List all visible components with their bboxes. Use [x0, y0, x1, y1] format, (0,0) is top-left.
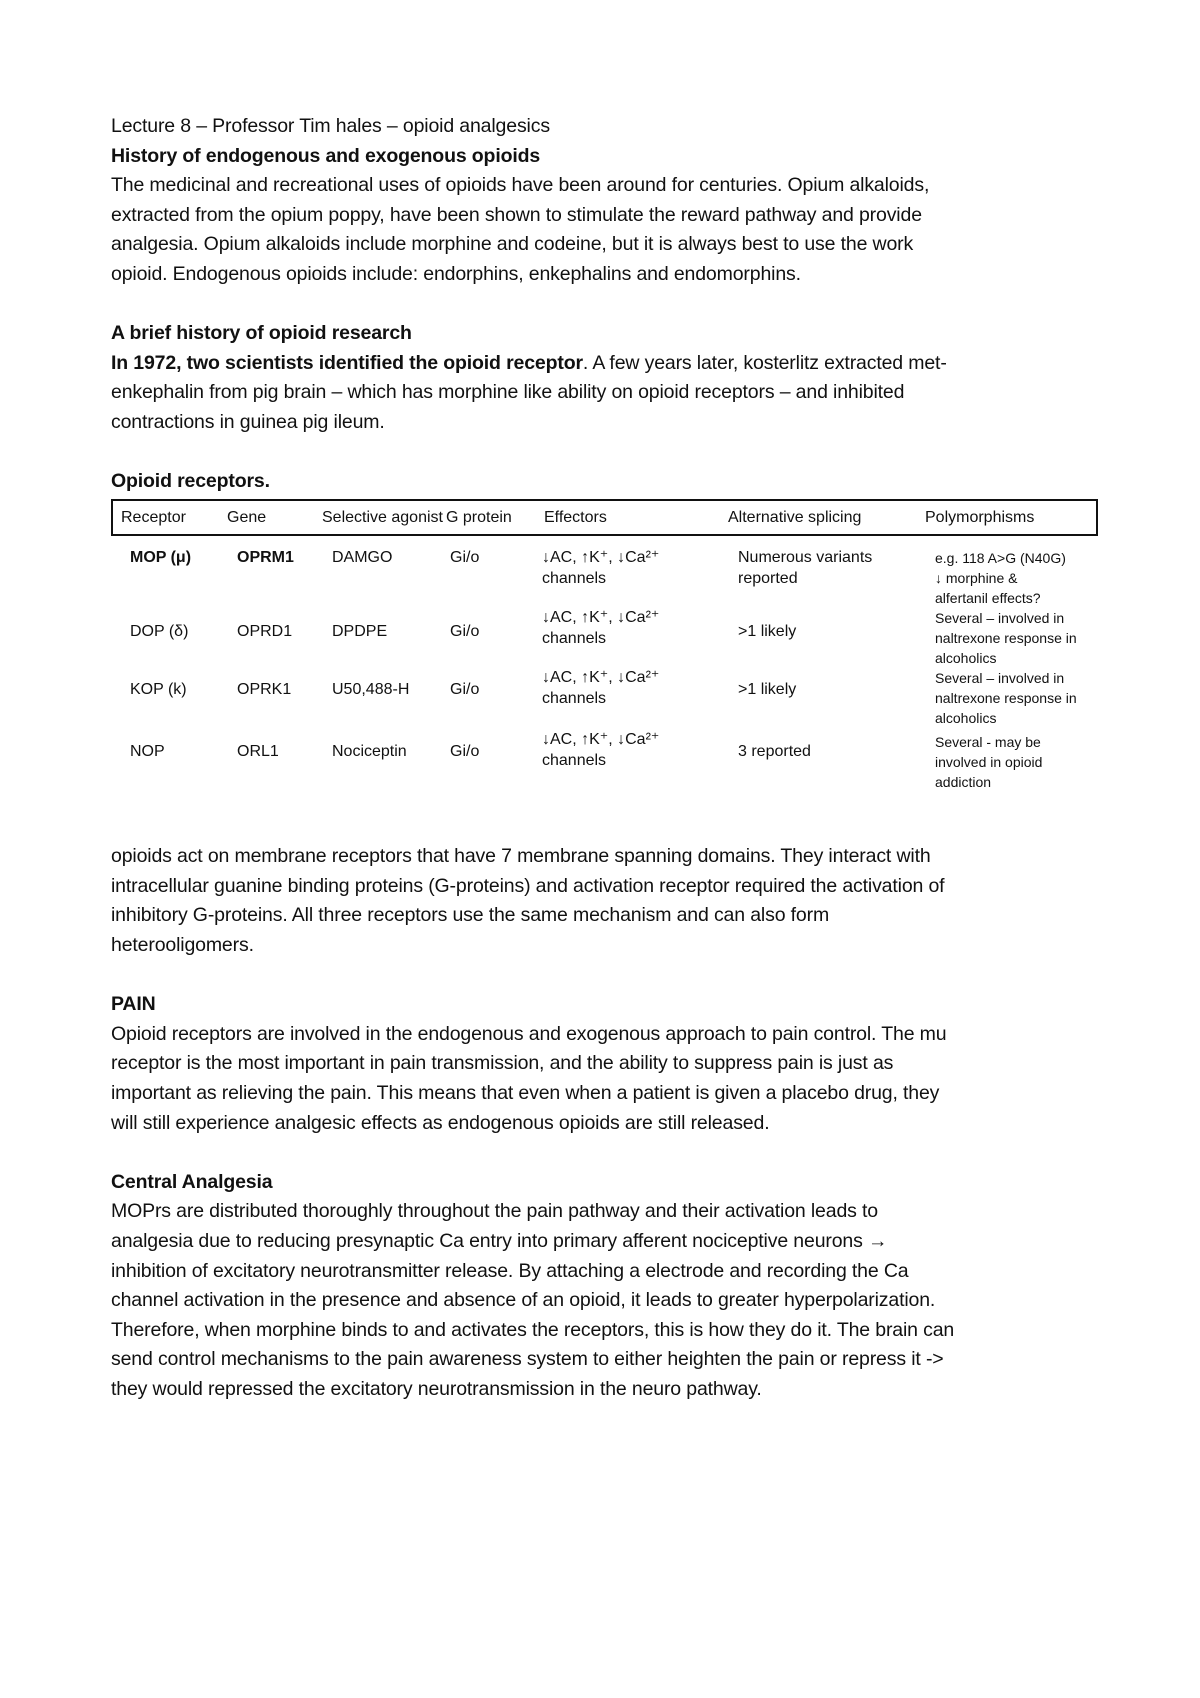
paragraph-line: MOPrs are distributed thoroughly throughout the pain pathway and their activation leads to	[111, 1200, 878, 1223]
receptor-table	[111, 499, 1098, 793]
paragraph-spacer	[111, 1138, 1101, 1168]
receptor-cell: DOP (δ)	[130, 623, 189, 641]
effectors-cell	[536, 535, 720, 608]
polymorphism-line: ↓ morphine &	[935, 570, 1018, 587]
splicing-line: 3 reported	[738, 743, 811, 761]
polymorphisms-cell	[917, 535, 1097, 608]
effectors-line: ↓AC, ↑K⁺, ↓Ca²⁺	[542, 669, 660, 687]
gprotein-cell: Gi/o	[450, 623, 480, 641]
polymorphism-line: naltrexone response in	[935, 690, 1077, 707]
gprotein-cell: Gi/o	[450, 681, 480, 699]
column-header: Receptor	[112, 500, 219, 536]
effectors-line: channels	[542, 751, 607, 769]
paragraph-line: send control mechanisms to the pain awareness system to either heighten the pain or repress it ->	[111, 1348, 944, 1371]
paragraph-line: inhibition of excitatory neurotransmitter release. By attaching a electrode and recording the Ca	[111, 1259, 909, 1282]
splicing-line: >1 likely	[738, 681, 797, 699]
receptor-cell: KOP (k)	[130, 681, 187, 699]
effectors-cell	[536, 728, 720, 792]
receptor-cell: MOP (μ)	[130, 549, 192, 567]
splicing-line: reported	[738, 569, 798, 587]
paragraph-line: analgesia due to reducing presynaptic Ca entry into primary afferent nociceptive neurons →	[111, 1229, 888, 1252]
effectors-line: channels	[542, 629, 607, 647]
agonist-cell: U50,488-H	[332, 681, 410, 699]
splicing-cell	[720, 608, 917, 668]
column-header: Alternative splicing	[720, 500, 917, 536]
paragraph-line: opioids act on membrane receptors that have 7 membrane spanning domains. They interact with	[111, 845, 931, 868]
effectors-cell	[536, 608, 720, 668]
paragraph-line: important as relieving the pain. This means that even when a patient is given a placebo drug, they	[111, 1081, 940, 1104]
polymorphism-line: alcoholics	[935, 710, 997, 727]
gene-cell: OPRK1	[237, 681, 292, 699]
polymorphism-line: addiction	[935, 774, 992, 791]
polymorphisms-cell	[917, 608, 1097, 668]
polymorphism-line: alcoholics	[935, 650, 997, 667]
column-header: Polymorphisms	[917, 500, 1097, 536]
paragraph-line	[111, 349, 1101, 379]
effectors-line: ↓AC, ↑K⁺, ↓Ca²⁺	[542, 731, 660, 749]
column-header: Gene	[219, 500, 314, 536]
column-header: Selective agonist	[314, 500, 438, 536]
paragraph-line: enkephalin from pig brain – which has morphine like ability on opioid receptors – and inhibited	[111, 381, 905, 404]
table-row	[112, 728, 1097, 792]
effectors-cell	[536, 668, 720, 728]
table-spacer	[111, 792, 1101, 842]
polymorphism-line: Several - may be	[935, 734, 1041, 751]
gprotein-cell: Gi/o	[450, 743, 480, 761]
effectors-line: ↓AC, ↑K⁺, ↓Ca²⁺	[542, 609, 660, 627]
bold-lead-text: In 1972, two scientists identified the opioid receptor	[111, 351, 583, 374]
table-row	[112, 668, 1097, 728]
polymorphism-line: e.g. 118 A>G (N40G)	[935, 550, 1066, 567]
section-heading-research: A brief history of opioid research	[111, 322, 412, 345]
polymorphism-line: Several – involved in	[935, 670, 1065, 687]
table-row	[112, 535, 1097, 608]
inline-text: . A few years later, kosterlitz extracted met-	[582, 351, 947, 374]
paragraph-line: Opioid receptors are involved in the endogenous and exogenous approach to pain control. The mu	[111, 1022, 947, 1045]
agonist-cell: Nociceptin	[332, 743, 407, 761]
section-heading-receptors: Opioid receptors.	[111, 470, 270, 493]
section-heading-central-analgesia: Central Analgesia	[111, 1170, 273, 1193]
gene-cell: ORL1	[237, 743, 279, 761]
paragraph-line: channel activation in the presence and absence of an opioid, it leads to greater hyperpolarization.	[111, 1289, 936, 1312]
polymorphism-line: Several – involved in	[935, 610, 1065, 627]
paragraph-line: they would repressed the excitatory neurotransmission in the neuro pathway.	[111, 1377, 762, 1400]
polymorphism-line: involved in opioid	[935, 754, 1043, 771]
gene-cell: OPRM1	[237, 549, 294, 567]
paragraph-line: The medicinal and recreational uses of opioids have been around for centuries. Opium alkaloids,	[111, 174, 930, 197]
splicing-cell	[720, 668, 917, 728]
paragraph-line: heterooligomers.	[111, 934, 254, 956]
receptor-table-figure	[111, 499, 1096, 793]
column-header: G protein	[438, 500, 536, 536]
table-row	[112, 608, 1097, 668]
paragraph-spacer	[111, 961, 1101, 991]
paragraph-line: receptor is the most important in pain transmission, and the ability to suppress pain is just as	[111, 1052, 894, 1075]
agonist-cell: DPDPE	[332, 623, 388, 641]
splicing-line: >1 likely	[738, 623, 797, 641]
paragraph-line: Therefore, when morphine binds to and activates the receptors, this is how they do it. The brain can	[111, 1318, 955, 1341]
gene-cell: OPRD1	[237, 623, 293, 641]
receptor-cell: NOP	[130, 743, 165, 761]
paragraph-spacer	[111, 438, 1101, 468]
document-page	[111, 112, 1101, 1405]
polymorphisms-cell	[917, 668, 1097, 728]
polymorphisms-cell	[917, 728, 1097, 792]
paragraph-line: contractions in guinea pig ileum.	[111, 410, 385, 433]
paragraph-line: opioid. Endogenous opioids include: endorphins, enkephalins and endomorphins.	[111, 262, 801, 285]
paragraph-line: will still experience analgesic effects as endogenous opioids are still released.	[111, 1111, 770, 1134]
polymorphism-line: alfertanil effects?	[935, 590, 1041, 607]
agonist-cell: DAMGO	[332, 549, 393, 567]
paragraph-line: analgesia. Opium alkaloids include morphine and codeine, but it is always best to use the work	[111, 233, 914, 256]
lecture-title: Lecture 8 – Professor Tim hales – opioid analgesics	[111, 115, 550, 137]
paragraph-line: extracted from the opium poppy, have been shown to stimulate the reward pathway and provide	[111, 203, 922, 226]
table-header-row	[112, 500, 1097, 536]
splicing-line: Numerous variants	[738, 549, 873, 567]
paragraph-line: intracellular guanine binding proteins (G-proteins) and activation receptor required the activation of	[111, 874, 945, 897]
splicing-cell	[720, 728, 917, 792]
splicing-cell	[720, 535, 917, 608]
polymorphism-line: naltrexone response in	[935, 630, 1077, 647]
section-heading-history: History of endogenous and exogenous opioids	[111, 144, 541, 167]
paragraph-spacer	[111, 290, 1101, 320]
section-heading-pain: PAIN	[111, 993, 156, 1016]
column-header: Effectors	[536, 500, 720, 536]
gprotein-cell: Gi/o	[450, 549, 480, 567]
paragraph-line: inhibitory G-proteins. All three receptors use the same mechanism and can also form	[111, 904, 830, 927]
effectors-line: channels	[542, 569, 607, 587]
effectors-line: channels	[542, 689, 607, 707]
effectors-line: ↓AC, ↑K⁺, ↓Ca²⁺	[542, 549, 660, 567]
